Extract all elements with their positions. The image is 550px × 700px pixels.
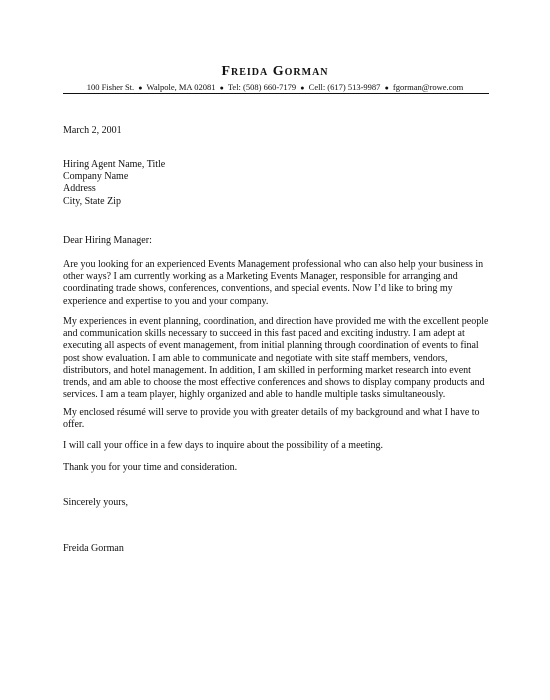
body-paragraph-thanks [63,462,493,474]
recipient-address [63,159,493,208]
paragraph-line: post show evaluation. I am able to communicate and negotiate with site staff members, vendors, [63,352,448,364]
paragraph-line: services. I am a team player, highly organized and able to handle multiple tasks simultaneously. [63,389,446,401]
paragraph-line: and communication skills necessary to succeed in this fast paced and exciting industry. I am adept at [63,328,465,340]
recipient-line: Address [63,183,96,195]
body-paragraph-experience [63,316,493,401]
paragraph-line: distributors, and hotel management. In addition, I am skilled in performing market research into event [63,364,471,376]
sender-telephone: Tel: (508) 660-7179 [227,82,297,92]
body-paragraph-intro [63,259,493,308]
paragraph-line: My experiences in event planning, coordination, and direction have provided me with the excellent people [63,316,489,327]
sender-name: Freida Gorman [221,64,329,79]
paragraph-line: experience and expertise to you and your company. [63,295,269,307]
salutation: Dear Hiring Manager: [63,235,152,246]
bullet-separator: ● [384,84,389,92]
paragraph-line: My enclosed résumé will serve to provide you with greater details of my background and what I have to [63,407,480,418]
body-paragraph-followup [63,440,493,452]
closing: Sincerely yours, [63,497,128,508]
sender-email: fgorman@rowe.com [392,82,464,92]
sender-cell: Cell: (617) 513-9987 [308,82,381,92]
recipient-line: Hiring Agent Name, Title [63,159,166,170]
header-divider [63,93,489,94]
recipient-line: City, State Zip [63,195,121,207]
paragraph-line: Are you looking for an experienced Events Management professional who can also help your business in [63,259,484,270]
bullet-separator: ● [219,84,224,92]
paragraph-line: offer. [63,419,85,431]
paragraph-line: executing all aspects of event management, from initial planning through coordination of events to final [63,340,479,352]
signer-name: Freida Gorman [63,543,124,554]
paragraph-line: coordinating trade shows, conferences, conventions, and special events. Now I’d like to bring my [63,283,453,295]
paragraph-line: other ways? I am currently working as a Marketing Events Manager, responsible for arranging and [63,271,458,283]
recipient-line: Company Name [63,171,129,183]
paragraph-line: Thank you for your time and consideration. [63,462,238,473]
paragraph-line: I will call your office in a few days to inquire about the possibility of a meeting. [63,440,384,451]
bullet-separator: ● [300,84,305,92]
letter-date: March 2, 2001 [63,125,122,136]
paragraph-line: trends, and am able to choose the most effective conferences and shows to display company products and [63,377,485,389]
body-paragraph-resume [63,407,493,431]
sender-city: Walpole, MA 02081 [146,82,216,92]
bullet-separator: ● [138,84,143,92]
sender-street: 100 Fisher St. [86,82,135,92]
